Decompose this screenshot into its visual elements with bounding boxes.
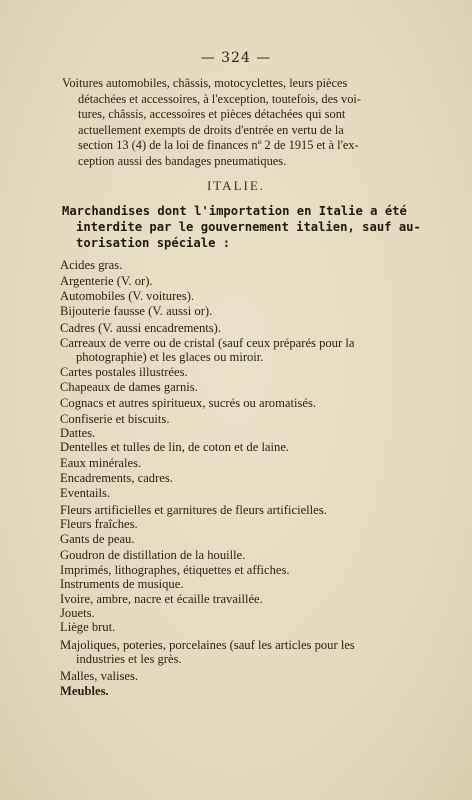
list-item — [60, 606, 95, 620]
list-item — [60, 321, 221, 335]
heading-line: interdite par le gouvernement italien, sauf au- — [76, 220, 421, 234]
list-item — [60, 471, 173, 485]
list-item-text: Instruments de musique. — [60, 577, 184, 591]
intro-line: section 13 (4) de la loi de finances nº 2 de 1915 et à l'ex- — [78, 138, 359, 152]
list-item — [60, 532, 135, 546]
list-item — [60, 456, 141, 470]
section-heading — [62, 203, 432, 251]
intro-line: Voitures automobiles, châssis, motocyclettes, leurs pièces — [62, 76, 348, 90]
list-item — [60, 412, 169, 426]
list-item-text: Dattes. — [60, 426, 96, 440]
list-item — [60, 365, 188, 379]
list-item-text: Gants de peau. — [60, 532, 135, 546]
list-item — [60, 548, 245, 562]
list-item — [60, 669, 138, 683]
list-item-text: Argenterie (V. or). — [60, 274, 153, 288]
list-item-text: Acides gras. — [60, 258, 123, 272]
list-item — [60, 517, 138, 531]
list-item-text: Cognacs et autres spiritueux, sucrés ou aromatisés. — [60, 396, 317, 410]
intro-line: tures, châssis, accessoires et pièces détachées qui sont — [78, 107, 346, 121]
heading-line: torisation spéciale : — [76, 236, 231, 250]
list-item — [60, 274, 153, 288]
list-item-text: Fleurs artificielles et garnitures de fleurs artificielles. — [60, 503, 327, 517]
list-item — [60, 638, 355, 666]
list-item-text: Automobiles (V. voitures). — [60, 289, 195, 303]
list-item-text: Eventails. — [60, 486, 111, 500]
list-item-text: Encadrements, cadres. — [60, 471, 173, 485]
list-item-text: Malles, valises. — [60, 669, 138, 683]
list-item — [60, 592, 263, 606]
list-item — [60, 426, 95, 440]
list-item-text: Cadres (V. aussi encadrements). — [60, 321, 221, 335]
intro-line: actuellement exempts de droits d'entrée en vertu de la — [78, 122, 344, 137]
intro-line: détachées et accessoires, à l'exception, toutefois, des voi- — [78, 91, 361, 106]
list-item — [60, 304, 212, 318]
list-item — [60, 503, 327, 517]
section-title: ITALIE. — [206, 178, 266, 193]
list-item-text: Eaux minérales. — [60, 456, 142, 470]
list-item-text: Cartes postales illustrées. — [60, 365, 188, 379]
list-item — [60, 440, 289, 454]
heading-line: Marchandises dont l'importation en Italie a été — [62, 204, 407, 218]
list-item-text: Meubles. — [60, 684, 109, 698]
list-item-text: Liège brut. — [60, 620, 116, 634]
list-item — [60, 289, 194, 303]
list-item — [60, 684, 109, 698]
list-item-text: Confiserie et biscuits. — [60, 412, 170, 426]
list-item — [60, 380, 198, 394]
list-item — [60, 258, 122, 272]
list-item — [60, 336, 354, 364]
list-item — [60, 486, 110, 500]
list-item-text: Bijouterie fausse (V. aussi or). — [60, 304, 213, 318]
list-item-text: Dentelles et tulles de lin, de coton et de laine. — [60, 440, 290, 454]
page-number: — 324 — — [200, 50, 272, 66]
list-item-text: Ivoire, ambre, nacre et écaille travaillée. — [60, 592, 263, 606]
list-item — [60, 563, 290, 577]
intro-line: ception aussi des bandages pneumatiques. — [78, 153, 287, 168]
list-item-text: Jouets. — [60, 606, 95, 620]
list-item-continuation: photographie) et les glaces ou miroir. — [76, 350, 264, 364]
list-item-text: Fleurs fraîches. — [60, 517, 138, 531]
list-item — [60, 396, 316, 410]
list-item-text: Chapeaux de dames garnis. — [60, 380, 198, 394]
intro-paragraph — [62, 76, 428, 169]
list-item-text: Imprimés, lithographes, étiquettes et affiches. — [60, 563, 290, 577]
list-item — [60, 620, 115, 634]
list-item-text: Majoliques, poteries, porcelaines (sauf les articles pour les — [60, 638, 355, 652]
list-item — [60, 577, 183, 591]
list-item-continuation: industries et les grès. — [76, 652, 182, 666]
list-item-text: Goudron de distillation de la houille. — [60, 548, 246, 562]
list-item-text: Carreaux de verre ou de cristal (sauf ceux préparés pour la — [60, 336, 355, 350]
